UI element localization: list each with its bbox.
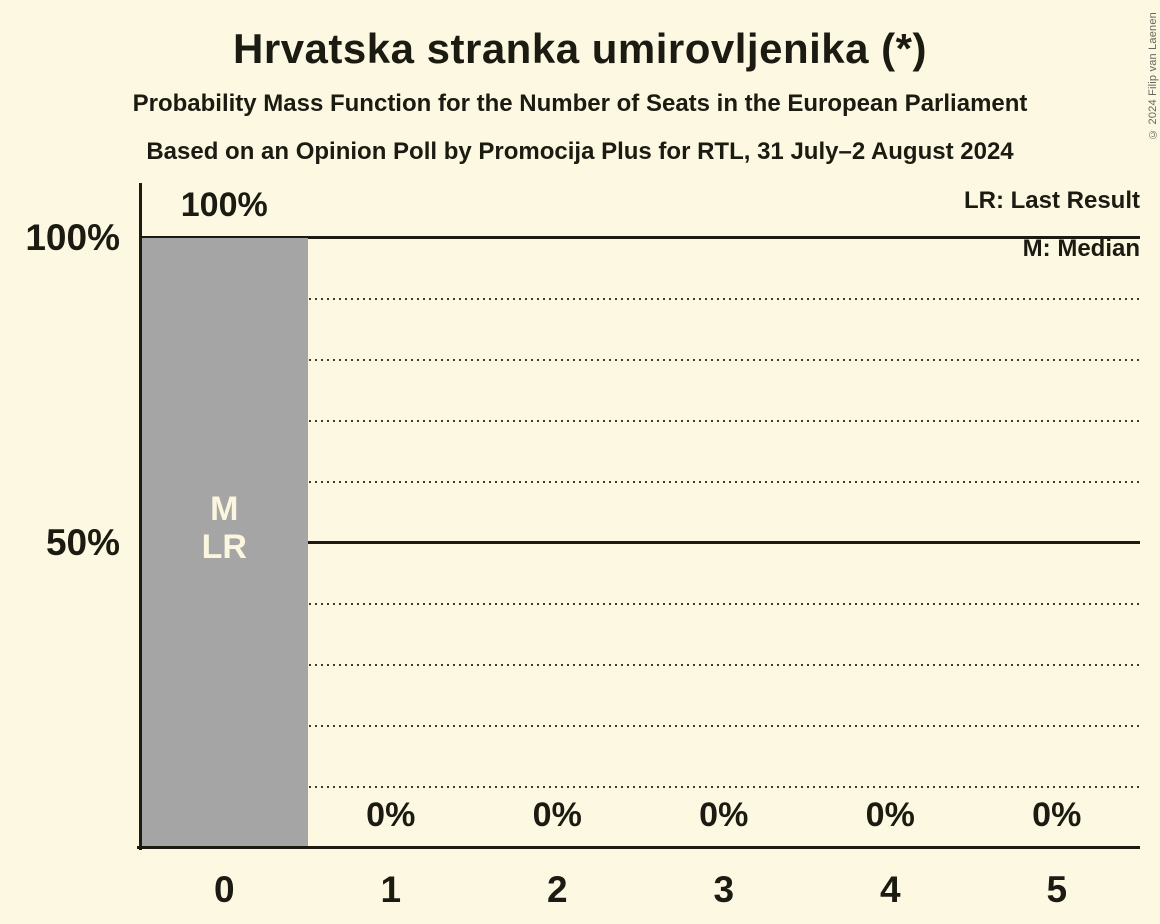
value-label-seat-0: 100% <box>180 186 268 224</box>
value-label-seat-5: 0% <box>1032 796 1082 834</box>
x-tick-4: 4 <box>879 869 901 910</box>
median-marker-label: M <box>210 490 239 528</box>
value-label-seat-3: 0% <box>699 796 749 834</box>
y-tick-100%: 100% <box>25 216 120 258</box>
legend-last-result: LR: Last Result <box>963 187 1140 214</box>
x-tick-1: 1 <box>380 869 402 910</box>
x-tick-2: 2 <box>546 869 568 910</box>
y-tick-50%: 50% <box>45 521 120 563</box>
legend-median: M: Median <box>1022 235 1140 262</box>
copyright-notice: © 2024 Filip van Laenen <box>1147 12 1159 140</box>
value-label-seat-4: 0% <box>865 796 915 834</box>
value-label-seat-2: 0% <box>532 796 582 834</box>
last-result-marker-label: LR <box>201 528 247 566</box>
x-tick-0: 0 <box>213 869 235 910</box>
chart-source-line: Based on an Opinion Poll by Promocija Plus for RTL, 31 July–2 August 2024 <box>146 138 1014 165</box>
chart-subtitle: Probability Mass Function for the Number of Seats in the European Parliament <box>132 90 1028 117</box>
median-last-result-marker <box>141 490 308 566</box>
x-axis-line <box>137 846 1140 849</box>
x-tick-5: 5 <box>1046 869 1068 910</box>
chart-title: Hrvatska stranka umirovljenika (*) <box>233 25 927 72</box>
x-tick-3: 3 <box>713 869 735 910</box>
y-axis-line <box>139 183 142 850</box>
value-label-seat-1: 0% <box>366 796 416 834</box>
